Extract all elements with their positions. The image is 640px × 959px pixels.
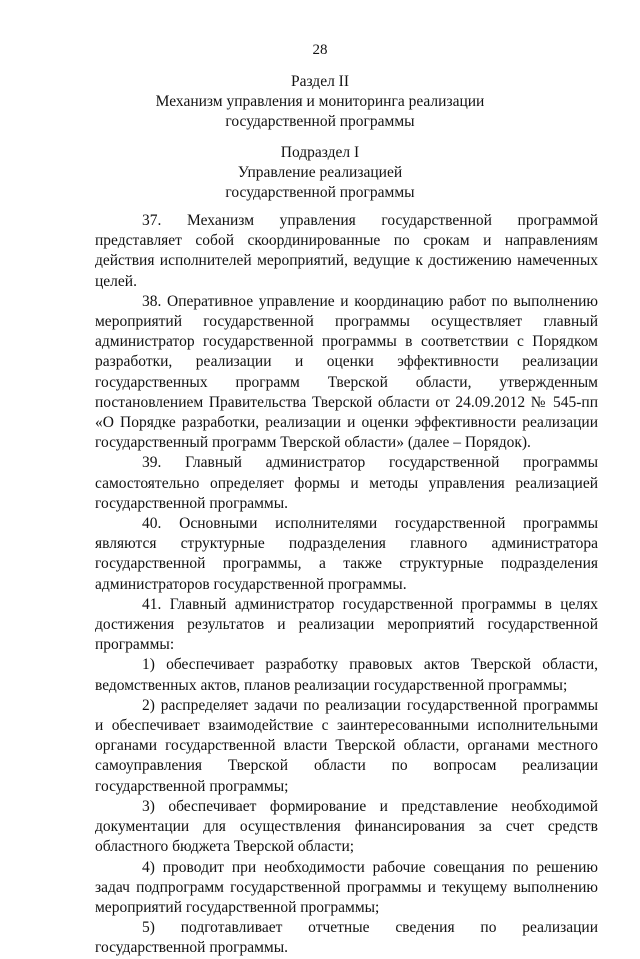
section-title-line1: Механизм управления и мониторинга реализации <box>155 93 485 110</box>
paragraph-40: 40. Основными исполнителями государственной программы являются структурные подразделения главного администратора государственной программы, а также структурные подразделения администраторов государственной программы. <box>95 515 598 593</box>
section-label: Раздел II <box>290 73 350 90</box>
paragraph-39: 39. Главный администратор государственной программы самостоятельно определяет формы и методы управления реализацией государственной программы. <box>95 454 598 512</box>
section-title-line2: государственной программы <box>225 113 415 130</box>
paragraph-38: 38. Оперативное управление и координацию работ по выполнению мероприятий государственной программы осуществляет главный администратор государственной программы в соответствии с Порядком разработки, реализации и оценки эффективности реализации государственных программ Тверской области, утвержденным постановлением Правительства Тверской области от 24.09.2012 № 545-пп «О Порядке разработки, реализации и оценки эффективности реализации государственный программ Тверской области» (далее – Порядок). <box>95 292 598 452</box>
section-heading <box>0 72 640 132</box>
page-number: 28 <box>312 42 328 58</box>
list-item-3: 3) обеспечивает формирование и представление необходимой документации для осуществления финансирования за счет средств областного бюджета Тверской области; <box>95 797 598 856</box>
paragraph-41: 41. Главный администратор государственной программы в целях достижения результатов и реализации мероприятий государственной программы: <box>95 595 598 654</box>
list-item-5: 5) подготавливает отчетные сведения по реализации государственной программы. <box>95 919 598 957</box>
subsection-label: Подраздел I <box>280 144 360 161</box>
body-text <box>95 211 598 959</box>
subsection-heading <box>0 143 640 203</box>
subsection-title-line1: Управление реализацией <box>237 164 403 181</box>
subsection-title-line2: государственной программы <box>225 184 415 201</box>
paragraph-37: 37. Механизм управления государственной программой представляет собой скоординированные по срокам и направлениям действия исполнителей мероприятий, ведущие к достижению намеченных целей. <box>95 212 598 290</box>
list-item-4: 4) проводит при необходимости рабочие совещания по решению задач подпрограмм государственной программы и текущему выполнению мероприятий государственной программы; <box>95 858 598 916</box>
list-item-2: 2) распределяет задачи по реализации государственной программы и обеспечивает взаимодействие с заинтересованными исполнительными органами государственной власти Тверской области, органами местного самоуправления Тверской области по вопросам реализации государственной программы; <box>95 696 598 795</box>
list-item-1: 1) обеспечивает разработку правовых актов Тверской области, ведомственных актов, планов реализации государственной программы; <box>95 656 598 694</box>
